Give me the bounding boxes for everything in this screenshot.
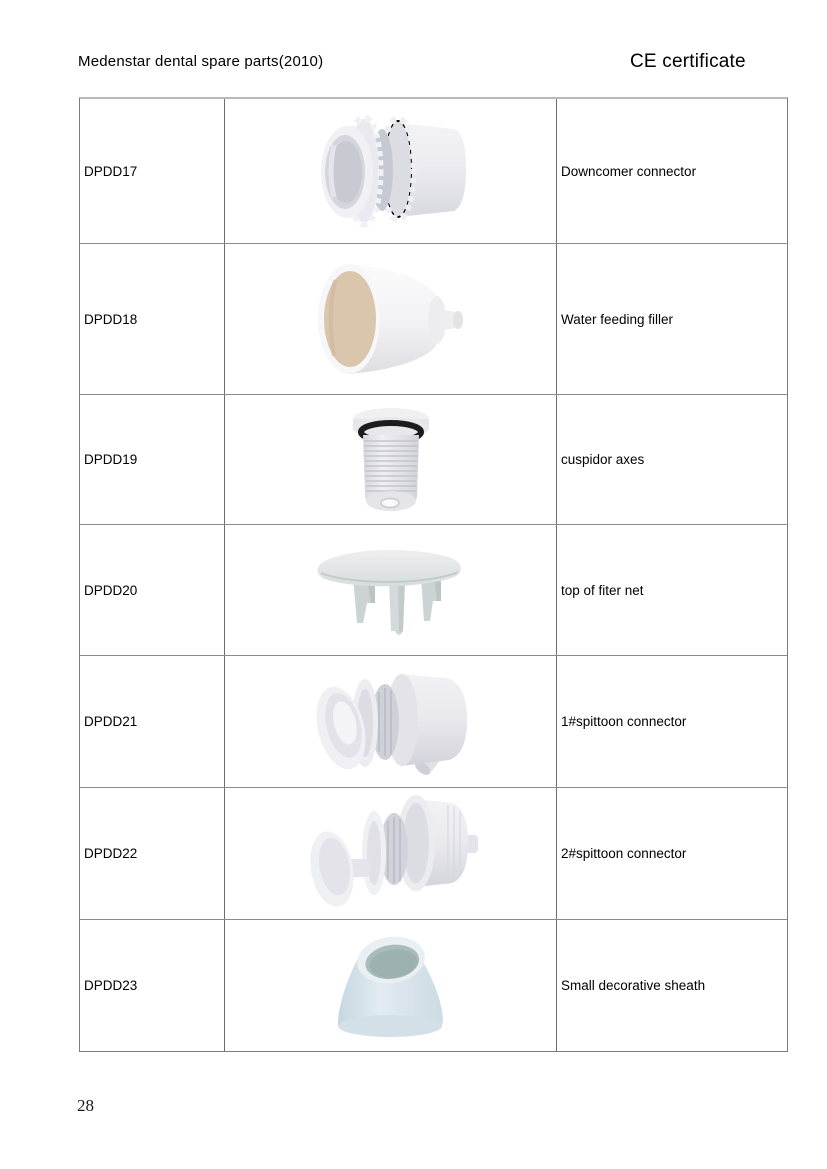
- table-row: [80, 395, 787, 525]
- filter-net-top-photo-icon: [301, 531, 481, 649]
- page-number: 28: [77, 1096, 94, 1115]
- part-code: DPDD21: [80, 656, 225, 787]
- part-image-cell: [225, 244, 557, 394]
- part-image-cell: [225, 920, 557, 1051]
- spittoon-connector-1-photo-icon: [301, 662, 481, 782]
- part-description: 1#spittoon connector: [561, 714, 687, 729]
- part-image-cell: [225, 99, 557, 243]
- water-feeding-filler-photo-icon: [301, 250, 481, 388]
- part-image-cell: [225, 395, 557, 524]
- part-description: Downcomer connector: [561, 163, 697, 179]
- part-image-cell: [225, 788, 557, 919]
- part-code: DPDD17: [80, 99, 225, 243]
- part-description: 2#spittoon connector: [561, 846, 687, 861]
- part-description: cuspidor axes: [561, 452, 645, 467]
- part-code: DPDD18: [80, 244, 225, 394]
- spittoon-connector-2-photo-icon: [298, 793, 483, 915]
- table-row: [80, 99, 787, 244]
- page-title: Medenstar dental spare parts(2010): [78, 53, 324, 70]
- part-code: DPDD20: [80, 525, 225, 655]
- downcomer-connector-photo-icon: [298, 105, 483, 237]
- table-row: [80, 656, 787, 788]
- cuspidor-axes-photo-icon: [331, 401, 451, 519]
- part-description: Water feeding filler: [561, 311, 674, 327]
- table-row: [80, 788, 787, 920]
- part-code: DPDD23: [80, 920, 225, 1051]
- part-description: Small decorative sheath: [561, 978, 706, 993]
- table-row: [80, 525, 787, 656]
- part-image-cell: [225, 525, 557, 655]
- table-row: [80, 244, 787, 395]
- part-description: top of fiter net: [561, 582, 644, 598]
- part-code: DPDD19: [80, 395, 225, 524]
- table-row: [80, 920, 787, 1051]
- part-code: DPDD22: [80, 788, 225, 919]
- certificate-label: CE certificate: [630, 51, 746, 72]
- parts-table: [79, 97, 788, 1052]
- part-image-cell: [225, 656, 557, 787]
- small-decorative-sheath-photo-icon: [316, 927, 466, 1045]
